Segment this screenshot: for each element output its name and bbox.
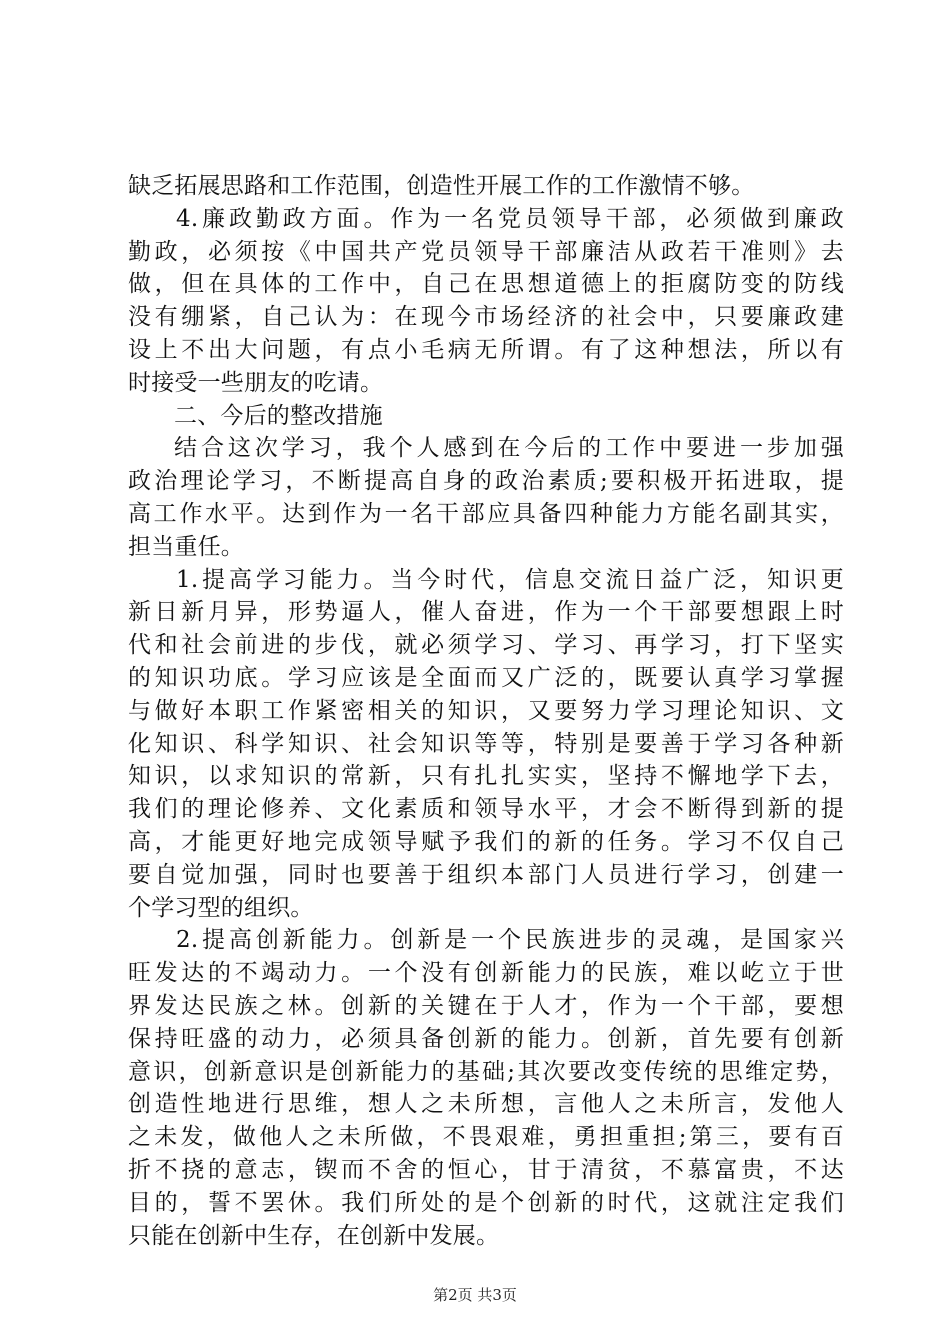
paragraph-line: 时接受一些朋友的吃请。 <box>128 369 384 396</box>
paragraph-line: 界发达民族之林。创新的关键在于人才，作为一个干部，要想 <box>128 992 844 1019</box>
paragraph-line: 勤政，必须按《中国共产党员领导干部廉洁从政若干准则》去 <box>128 238 844 265</box>
paragraph-line: 2.提高创新能力。创新是一个民族进步的灵魂，是国家兴 <box>176 927 844 954</box>
paragraph-line: 缺乏拓展思路和工作范围，创造性开展工作的工作激情不够。 <box>128 173 755 199</box>
paragraph-line: 结合这次学习，我个人感到在今后的工作中要进一步加强 <box>174 435 844 462</box>
paragraph-line: 折不挠的意志，锲而不舍的恒心，甘于清贫，不慕富贵，不达 <box>128 1156 844 1183</box>
paragraph-line: 我们的理论修养、文化素质和领导水平，才会不断得到新的提 <box>128 796 844 823</box>
paragraph-line: 化知识、科学知识、社会知识等等，特别是要善于学习各种新 <box>128 730 844 757</box>
paragraph-line: 创造性地进行思维，想人之未所想，言他人之未所言，发他人 <box>128 1091 844 1118</box>
paragraph-line: 高，才能更好地完成领导赋予我们的新的任务。学习不仅自己 <box>128 828 844 855</box>
paragraph-line: 政治理论学习，不断提高自身的政治素质;要积极开拓进取，提 <box>128 468 844 495</box>
paragraph-line: 保持旺盛的动力，必须具备创新的能力。创新，首先要有创新 <box>128 1025 844 1052</box>
paragraph-line: 要自觉加强，同时也要善于组织本部门人员进行学习，创建一 <box>128 861 844 888</box>
paragraph-line: 4.廉政勤政方面。作为一名党员领导干部，必须做到廉政 <box>176 205 844 232</box>
paragraph-line: 担当重任。 <box>128 533 244 560</box>
paragraph-line: 1.提高学习能力。当今时代，信息交流日益广泛，知识更 <box>176 566 844 593</box>
paragraph-line: 代和社会前进的步伐，就必须学习、学习、再学习，打下坚实 <box>128 632 844 659</box>
paragraph-line: 个学习型的组织。 <box>128 894 314 921</box>
section-heading: 二、今后的整改措施 <box>174 402 383 429</box>
paragraph-line: 之未发，做他人之未所做，不畏艰难，勇担重担;第三，要有百 <box>128 1124 844 1151</box>
paragraph-line: 目的，誓不罢休。我们所处的是个创新的时代，这就注定我们 <box>128 1189 844 1216</box>
paragraph-line: 没有绷紧，自己认为：在现今市场经济的社会中，只要廉政建 <box>128 304 844 331</box>
page-number-footer: 第2页 共3页 <box>433 1286 517 1304</box>
paragraph-line: 知识，以求知识的常新，只有扎扎实实，坚持不懈地学下去， <box>128 763 844 790</box>
paragraph-line: 新日新月异，形势逼人，催人奋进，作为一个干部要想跟上时 <box>128 599 844 626</box>
paragraph-line: 意识，创新意识是创新能力的基础;其次要改变传统的思维定势， <box>128 1058 844 1085</box>
paragraph-line: 与做好本职工作紧密相关的知识，又要努力学习理论知识、文 <box>128 697 844 724</box>
paragraph-line: 设上不出大问题，有点小毛病无所谓。有了这种想法，所以有 <box>128 336 844 363</box>
paragraph-line: 只能在创新中生存，在创新中发展。 <box>128 1222 500 1249</box>
document-body <box>128 170 844 1252</box>
paragraph-line: 旺发达的不竭动力。一个没有创新能力的民族，难以屹立于世 <box>128 960 844 987</box>
paragraph-line: 做，但在具体的工作中，自己在思想道德上的拒腐防变的防线 <box>128 271 844 298</box>
paragraph-line: 高工作水平。达到作为一名干部应具备四种能力方能名副其实， <box>128 500 844 527</box>
paragraph-line: 的知识功底。学习应该是全面而又广泛的，既要认真学习掌握 <box>128 664 844 691</box>
